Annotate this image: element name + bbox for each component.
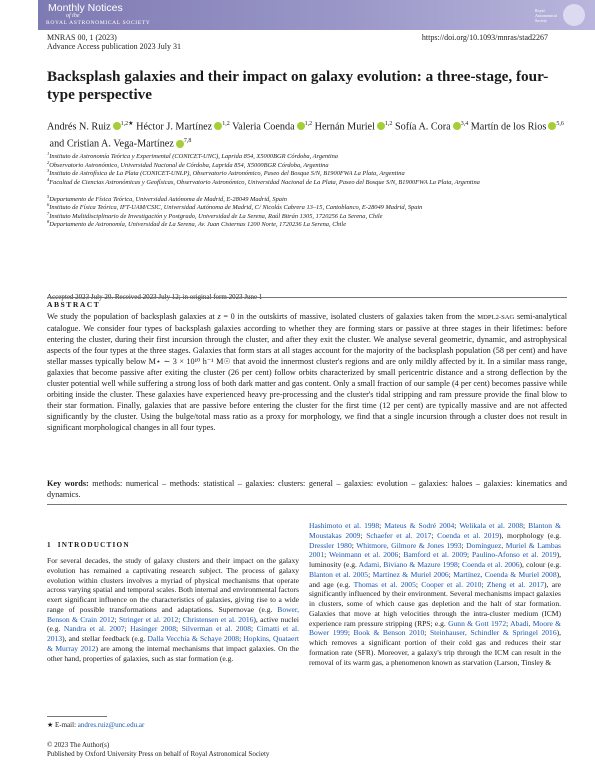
author-affiliation: 3,4 bbox=[460, 121, 469, 127]
citation-link[interactable]: Nandra et al. 2007 bbox=[63, 624, 125, 634]
orcid-icon[interactable] bbox=[377, 122, 385, 130]
citation-link[interactable]: Gunn & Gott 1972 bbox=[448, 618, 507, 628]
body-text: ; bbox=[347, 628, 354, 638]
affiliation-text: Departamento de Física Teórica, Universidad Autónoma de Madrid, E-28049 Madrid, Spain bbox=[49, 195, 287, 203]
journal-name: Monthly Notices bbox=[48, 2, 123, 14]
affiliation-number: 1 bbox=[47, 151, 50, 156]
advance-access: Advance Access publication 2023 July 31 bbox=[47, 42, 181, 51]
citation-link[interactable]: Bower, Benson & Crain 2012 bbox=[47, 604, 299, 624]
body-text: ; bbox=[523, 521, 529, 530]
affiliation-text: Facultad de Ciencias Astronómicas y Geofísicas, Observatorio Astronómico, Universidad Nacional de La Plata, Paseo del Bosque S/N, B1900FWA La Plata, Argentina bbox=[49, 178, 480, 186]
affiliation-text: Instituto de Astronomía Teórica y Experimental (CONICET-UNC), Laprida 854, X5000BGR Córdoba, Argentina bbox=[49, 153, 339, 161]
body-text: ), colour (e.g. bbox=[519, 560, 562, 569]
affiliation bbox=[47, 218, 567, 230]
citation-link[interactable]: Weinmann et al. 2006 bbox=[329, 550, 399, 560]
citation-link[interactable]: Hasinger 2008 bbox=[130, 624, 176, 634]
model-name: MDPL2-SAG bbox=[477, 314, 515, 321]
author-affiliation: 1,2 bbox=[384, 121, 393, 127]
body-text: ; bbox=[239, 634, 244, 643]
body-text: ; bbox=[481, 579, 487, 589]
abstract-part: semi-analytical catalogue. We consider four types of backsplash galaxies according to whether they are forming stars or passive at three stages in their lifetimes: before entering the cluster, during their first incursion through the cluster, and after they exit the cluster. We analyse several geometric, dynamic, and astrophysical aspects of the four types at the three stages. Galaxies that form stars at all stages account for the majority of the backsplash population (58 per cent) and have stellar masses typically below bbox=[47, 312, 567, 366]
body-text: ; bbox=[415, 579, 422, 589]
body-text: ; bbox=[368, 569, 373, 579]
citation-link[interactable]: Abadi, Moore & Bower 1999 bbox=[309, 618, 561, 638]
body-text: ; bbox=[178, 614, 183, 624]
affiliation-text: Observatorio Astronómico, Universidad Nacional de Córdoba, Laprida 854, X5000BGR Córdoba, Argentina bbox=[49, 161, 329, 169]
citation-link[interactable]: Silverman et al. 2008 bbox=[181, 624, 251, 634]
keywords bbox=[47, 478, 567, 500]
body-text: ; bbox=[324, 550, 330, 560]
affiliation-number: 8 bbox=[47, 219, 50, 224]
citation-link[interactable]: Christensen et al. 2016 bbox=[182, 614, 254, 624]
author-affiliation: 7,8 bbox=[183, 138, 192, 145]
abstract-body bbox=[47, 312, 567, 433]
citation-link[interactable]: Paulino-Afonso et al. 2019 bbox=[472, 550, 557, 560]
abstract-heading: ABSTRACT bbox=[47, 300, 101, 309]
citation-link[interactable]: Domínguez, Muriel & Lambas 2001 bbox=[309, 540, 561, 560]
citation-link[interactable]: Martínez, Coenda & Muriel 2008 bbox=[453, 569, 557, 579]
citation: MNRAS 00, 1 (2023) bbox=[47, 33, 117, 42]
affiliation bbox=[47, 176, 567, 188]
footnote bbox=[47, 721, 144, 729]
affiliation-number: 5 bbox=[47, 193, 50, 199]
society-logo-icon bbox=[563, 4, 585, 26]
affiliation-number: 6 bbox=[47, 202, 50, 207]
body-text: ; bbox=[506, 618, 511, 628]
orcid-icon[interactable] bbox=[453, 122, 461, 130]
author-affiliation: 1,2★ bbox=[120, 121, 134, 127]
journal-of: of the bbox=[66, 13, 80, 19]
abstract-part: We study the population of backsplash galaxies at bbox=[47, 312, 218, 321]
author-name[interactable]: Sofía A. Cora bbox=[394, 121, 451, 133]
footnote-label: ★ E-mail: bbox=[47, 721, 78, 729]
body-text: ), are significantly influenced by their environment. bbox=[309, 579, 561, 599]
citation-link[interactable]: Stringer et al. 2012 bbox=[118, 614, 179, 624]
citation-link[interactable]: Book & Benson 2010 bbox=[353, 628, 425, 638]
citation-link[interactable]: Coenda et al. 2006 bbox=[462, 560, 520, 569]
affiliation-text: Instituto de Física Teórica, IFT-UAM/CSIC, Universidad Autónoma de Madrid, C/ Nicolás Cabrera 13–15, Cantoblanco, E-28049 Madrid, Spain bbox=[49, 204, 423, 212]
abstract-rule-bottom bbox=[47, 504, 567, 505]
citation-link[interactable]: Blanton et al. 2005 bbox=[309, 569, 369, 579]
author-affiliation: 5,6 bbox=[556, 121, 564, 127]
intro-column-left bbox=[47, 556, 299, 663]
author-name[interactable]: Martín de los Rios bbox=[470, 121, 547, 133]
body-text: ), luminosity (e.g. bbox=[309, 550, 561, 569]
affiliation-number: 3 bbox=[47, 168, 50, 173]
affiliation-text: Departamento de Astronomía, Universidad de La Serena, Av. Juan Cisternas 1200 Norte, 1720236 La Serena, Chile bbox=[49, 221, 347, 229]
body-text: ), and age (e.g. bbox=[309, 569, 562, 589]
citation-link[interactable]: Cooper et al. 2010 bbox=[421, 579, 482, 589]
affiliation-number: 4 bbox=[47, 176, 50, 182]
citation-link[interactable]: Hopkins, Quataert & Murray 2012 bbox=[47, 634, 299, 653]
author-name[interactable]: Hernán Muriel bbox=[314, 121, 375, 133]
body-text: ; bbox=[398, 550, 404, 560]
citation-link[interactable]: Hashimoto et al. 1998 bbox=[309, 521, 380, 530]
orcid-icon[interactable] bbox=[214, 122, 222, 130]
accepted-line: Accepted 2023 July 20. Received 2023 July 12; in original form 2023 June 1 bbox=[47, 293, 263, 301]
citation-link[interactable]: Bamford et al. 2009 bbox=[403, 550, 467, 560]
affiliation-text: Instituto Multidisciplinario de Investigación y Postgrado, Universidad de La Serena, Raúl Bitrán 1305, 1720256 La Serena, Chile bbox=[49, 212, 383, 220]
body-text: ; bbox=[424, 628, 430, 638]
body-text: ), which removes a significant portion of their cold gas and reduces their star formation rate (SFR). Moreover, a galaxy's trip through the ICM can result in the removal of its warm gas, a phenomenon known as starvation (Larson, Tinsley & bbox=[309, 628, 562, 667]
abstract-part: = 0 in the outskirts of massive, isolated clusters of galaxies taken from the bbox=[220, 312, 478, 321]
citation-link[interactable]: Schaefer et al. 2017 bbox=[366, 530, 432, 540]
citation-link[interactable]: Thomas et al. 2005 bbox=[353, 579, 416, 589]
citation-link[interactable]: Coenda et al. 2019 bbox=[437, 530, 500, 540]
body-text: ; bbox=[466, 550, 473, 560]
abstract-part: that avoid the innermost cluster's regions and are only mildly affected by it. In a similar mass range, galaxies that become passive after exiting the cluster (26 per cent) follow orbits characterized by small pericentric distance and a strong deflection by the cluster potential well while suffering a strong loss of both dark matter and gas content. Only a small fraction of our sample (4 per cent) becomes passive while orbiting inside the cluster. These galaxies have experienced heavy pre-processing and the cluster's tidal stripping and ram pressure provide the final blow to their star formation. Finally, galaxies that are passive before entering the cluster for the first time (12 per cent) are typically massive and are not affected significantly by the cluster. Using the bulge/total mass ratio as a proxy for morphology, we find that a single incursion through a cluster does not result in significant morphological changes in all four types. bbox=[47, 356, 567, 432]
body-text: ; bbox=[124, 624, 131, 634]
email-link[interactable]: andres.ruiz@unc.edu.ar bbox=[77, 721, 145, 729]
body-text: ) are among the internal mechanisms that impact galaxies. On the other hand, properties of galaxies, such as star formation (e.g. bbox=[47, 643, 299, 663]
society-logo-text: Royal Astronomical Society bbox=[535, 8, 557, 23]
citation-link[interactable]: Zheng et al. 2017 bbox=[486, 579, 545, 589]
citation-link[interactable]: Adami, Biviano & Mazure 1998 bbox=[358, 560, 458, 569]
body-text: ; bbox=[379, 521, 385, 530]
author-name[interactable]: Héctor J. Martínez bbox=[136, 121, 213, 133]
mass-threshold: M⋆ ∼ 3 × 10¹⁰ h⁻¹ M☉ bbox=[148, 356, 231, 366]
orcid-icon[interactable] bbox=[176, 140, 184, 148]
body-text: ; bbox=[431, 530, 438, 540]
journal-society: ROYAL ASTRONOMICAL SOCIETY bbox=[46, 20, 151, 26]
keywords-label: Key words: bbox=[47, 479, 89, 488]
body-text: ; bbox=[351, 540, 357, 550]
affiliation-text: Instituto de Astrofísica de La Plata (CONICET-UNLP), Observatorio Astronómico, Paseo del Bosque S/N, B1900FWA La Plata, Argentina bbox=[49, 170, 405, 178]
body-text: ), morphology (e.g. bbox=[499, 530, 562, 540]
body-text: ), and stellar feedback (e.g. bbox=[62, 634, 148, 643]
author-name[interactable]: Andrés N. Ruiz bbox=[47, 121, 111, 133]
abstract-rule-top bbox=[47, 297, 567, 298]
body-text: ; bbox=[448, 569, 454, 579]
author-separator: and bbox=[47, 138, 67, 150]
affiliation-number: 2 bbox=[47, 159, 50, 165]
body-text: Several mechanisms impact galaxies in clusters, some of which cause gas depletion and the halt of star formation. Galaxies that move at high velocities through the intra-cluster medium (ICM) experience ram pressure stripping (RPS; e.g. bbox=[309, 589, 561, 628]
section-title: INTRODUCTION bbox=[57, 541, 130, 549]
author-name[interactable]: Valeria Coenda bbox=[232, 121, 295, 133]
keywords-text: methods: numerical – methods: statistical – galaxies: clusters: general – galaxies: evolution – galaxies: haloes – galaxies: kinematics and dynamics. bbox=[47, 479, 568, 499]
body-text: ), active nuclei (e.g. bbox=[47, 614, 300, 634]
body-text: ; bbox=[454, 521, 460, 530]
section-heading bbox=[47, 541, 130, 549]
footnote-rule bbox=[47, 716, 107, 717]
author-affiliation: 1,2 bbox=[222, 121, 230, 127]
body-text: ; bbox=[250, 624, 257, 634]
section-number: 1 bbox=[47, 541, 52, 549]
citation-link[interactable]: Martínez & Muriel 2006 bbox=[372, 569, 449, 579]
citation-link[interactable]: Dressler 1980 bbox=[309, 540, 352, 550]
doi-link[interactable]: https://doi.org/10.1093/mnras/stad2267 bbox=[421, 33, 548, 42]
journal-banner bbox=[38, 0, 595, 30]
body-text: ; bbox=[360, 530, 367, 540]
author-list bbox=[47, 117, 567, 152]
copyright bbox=[47, 741, 269, 759]
copyright-line: © 2023 The Author(s) bbox=[47, 741, 110, 749]
orcid-icon[interactable] bbox=[113, 122, 121, 130]
citation-link[interactable]: Cimatti et al. 2013 bbox=[47, 624, 300, 643]
affiliation-number: 7 bbox=[47, 210, 50, 216]
body-text: For several decades, the study of galaxy clusters and their impact on the galaxy evolution has remained a captivating research subject. The process of galaxy evolution within clusters involves a myriad of physical mechanisms that operate across varying spatial and temporal scales. Both internal and environmental factors exert significant influence on the characteristics of galaxies, giving rise to a wide range of possible transformations and adaptations. Supernovae (e.g. bbox=[47, 556, 299, 614]
author-name[interactable]: Cristian A. Vega-Martínez bbox=[66, 138, 174, 150]
abstract-z: z bbox=[217, 312, 221, 321]
publisher-line: Published by Oxford University Press on behalf of Royal Astronomical Society bbox=[47, 750, 270, 758]
body-text: ; bbox=[461, 540, 467, 550]
body-text: ; bbox=[114, 614, 119, 624]
citation-link[interactable]: Welikala et al. 2008 bbox=[459, 521, 524, 530]
body-text: ; bbox=[175, 624, 182, 634]
citation-link[interactable]: Mateus & Sodré 2004 bbox=[384, 521, 455, 530]
citation-link[interactable]: Steinhauser, Schindler & Springel 2016 bbox=[429, 628, 557, 638]
author-affiliation: 1,2 bbox=[304, 121, 313, 127]
citation-link[interactable]: Dalla Vecchia & Schaye 2008 bbox=[147, 634, 240, 643]
body-text: ; bbox=[457, 560, 463, 569]
paper-title: Backsplash galaxies and their impact on galaxy evolution: a three-stage, four-type perspective bbox=[47, 68, 549, 103]
citation-link[interactable]: Whitmore, Gilmore & Jones 1993 bbox=[356, 540, 462, 550]
intro-column-right bbox=[309, 521, 561, 667]
orcid-icon[interactable] bbox=[297, 122, 305, 130]
citation-link[interactable]: Blanton & Moustakas 2009 bbox=[309, 521, 561, 540]
